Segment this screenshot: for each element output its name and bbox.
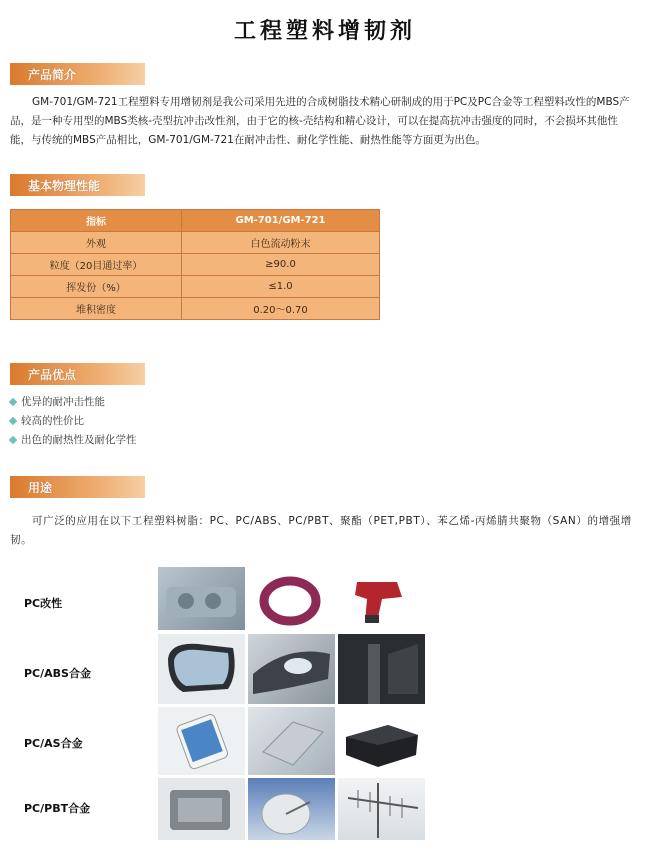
diamond-bullet-icon <box>9 436 17 444</box>
table-row <box>11 298 380 320</box>
black-device-photo <box>338 707 425 775</box>
physical-heading-bar <box>10 174 145 196</box>
car-headlight-photo <box>248 634 335 704</box>
advantages-heading: 产品优点 <box>28 368 77 382</box>
table-row <box>11 254 380 276</box>
car-mirror-photo <box>158 634 245 704</box>
table-cell: 0.20～0.70 <box>182 298 380 320</box>
intro-heading: 产品简介 <box>28 68 77 82</box>
properties-table <box>10 209 380 320</box>
car-interior-photo <box>338 634 425 704</box>
diamond-bullet-icon <box>9 417 17 425</box>
car-dashboard-photo <box>158 567 245 630</box>
power-tool-photo <box>337 567 422 630</box>
application-label-pc-pbt: PC/PBT合金 <box>24 802 91 815</box>
table-header-row <box>11 210 380 232</box>
table-header-cell: 指标 <box>11 210 182 232</box>
table-cell: 白色流动粉末 <box>182 232 380 254</box>
gray-enclosure-photo <box>158 778 245 840</box>
table-cell: 外观 <box>11 232 182 254</box>
table-header-cell: GM-701/GM-721 <box>182 210 380 232</box>
application-label-pc: PC改性 <box>24 597 63 610</box>
satellite-dish-photo <box>248 778 335 840</box>
advantage-item: 出色的耐热性及耐化学性 <box>10 432 137 447</box>
table-row <box>11 276 380 298</box>
purple-plastic-part-photo <box>250 567 332 630</box>
intro-paragraph: GM-701/GM-721工程塑料专用增韧剂是我公司采用先进的合成树脂技术精心研制成的用于PC及PC合金等工程塑料改性的MBS产品，是一种专用型的MBS类核-壳型抗冲击改性剂，由于它的核-壳结构和精心设计，可以在提高抗冲击强度的同时，不会损坏其他性能，与传统的MBS产品相比，GM-701/GM-721在耐冲击性、耐化学性能、耐热性能等方面更为出色。 <box>10 96 630 146</box>
table-cell: 粒度（20目通过率） <box>11 254 182 276</box>
application-label-pc-as: PC/AS合金 <box>24 737 83 750</box>
page-title: 工程塑料增韧剂 <box>233 18 416 44</box>
table-cell: ≥90.0 <box>182 254 380 276</box>
advantage-item: 优异的耐冲击性能 <box>10 394 105 409</box>
diamond-bullet-icon <box>9 398 17 406</box>
advantage-item: 较高的性价比 <box>10 413 84 428</box>
intro-heading-bar <box>10 63 145 85</box>
antenna-photo <box>338 778 425 840</box>
usage-paragraph: 可广泛的应用在以下工程塑料树脂：PC、PC/ABS、PC/PBT、聚酯（PET,PBT）、苯乙烯-丙烯腈共聚物（SAN）的增强增韧。 <box>10 515 632 546</box>
application-label-pc-abs: PC/ABS合金 <box>24 667 91 680</box>
table-cell: 堆积密度 <box>11 298 182 320</box>
advantages-heading-bar <box>10 363 145 385</box>
table-cell: ≤1.0 <box>182 276 380 298</box>
smartphone-photo <box>158 707 245 775</box>
laptop-photo <box>248 707 335 775</box>
table-row <box>11 232 380 254</box>
table-cell: 挥发份（%） <box>11 276 182 298</box>
physical-heading: 基本物理性能 <box>28 179 101 193</box>
usage-heading-bar <box>10 476 145 498</box>
usage-heading: 用途 <box>28 481 53 495</box>
